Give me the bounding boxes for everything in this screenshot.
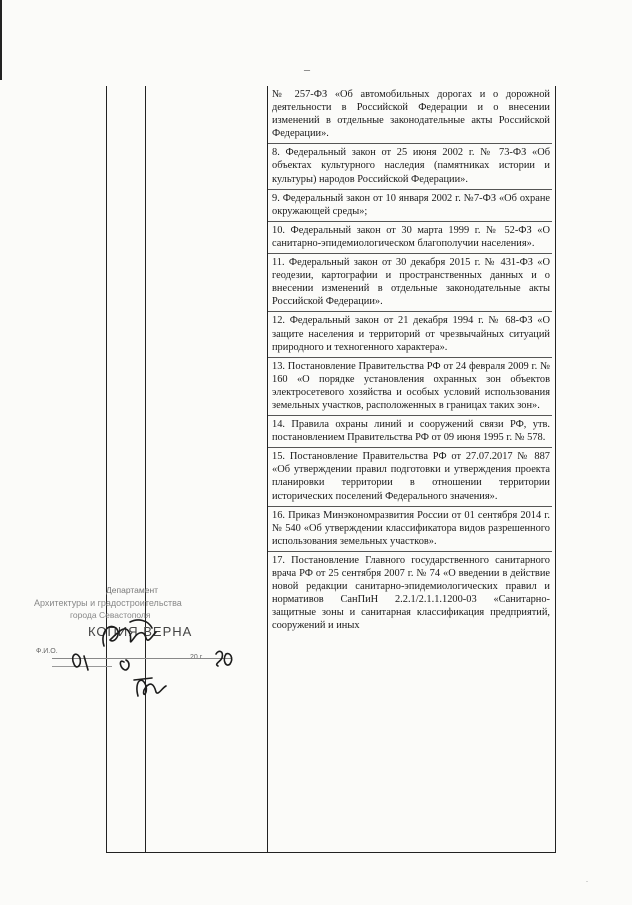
stamp-copy-verified: КОПИЯ ВЕРНА: [88, 624, 193, 639]
list-item: 9. Федеральный закон от 10 января 2002 г. №7-ФЗ «Об охране окружающей среды»;: [268, 190, 552, 222]
list-item: 8. Федеральный закон от 25 июня 2002 г. № 73-ФЗ «Об объектах культурного наследия (памятниках истории и культуры) народов Российской Федерации».: [268, 144, 552, 189]
column-divider: [145, 86, 146, 852]
list-item: 17. Постановление Главного государственного санитарного врача РФ от 25 сентября 2007 г. № 74 «О введении в действие новой редакции санитарно-эпидемиологических правил и нормативов СанПиН 2.2.1/2.1.1.1200-03 «Санитарно-защитные зоны и санитарная классификация предприятий, сооружений и иных: [272, 554, 550, 632]
list-item: 11. Федеральный закон от 30 декабря 2015 г. № 431-ФЗ «О геодезии, картографии и пространственных данных и о внесении изменений в отдельные законодательные акты Российской Федерации».: [268, 254, 552, 312]
list-item: 15. Постановление Правительства РФ от 27.07.2017 № 887 «Об утверждении правил подготовки и утверждения проекта планировки территории в отношении территории исторических поселений Федерального значения».: [268, 448, 552, 506]
page-dot-mark: .: [586, 875, 588, 884]
signature-icon: [34, 578, 254, 708]
list-item: 14. Правила охраны линий и сооружений связи РФ, утв. постановлением Правительства РФ от 09 июня 1995 г. № 578.: [268, 416, 552, 448]
list-item: 13. Постановление Правительства РФ от 24 февраля 2009 г. № 160 «О порядке установления охранных зон объектов электросетевого хозяйства и особых условий использования земельных участков, расположенных в границах таких зон».: [268, 358, 552, 416]
stamp-department-name: Архитектуры и градостроительства: [34, 598, 182, 608]
law-list: [268, 86, 552, 635]
stamp-fio-label: Ф.И.О.: [36, 648, 58, 655]
page-mark: –: [304, 62, 310, 76]
list-item: № 257-ФЗ «Об автомобильных дорогах и о дорожной деятельности в Российской Федерации и о внесении изменений в отдельные законодательные акты Российской Федерации».: [268, 86, 552, 144]
list-item: 12. Федеральный закон от 21 декабря 1994 г. № 68-ФЗ «О защите населения и территорий от чрезвычайных ситуаций природного и техногенного характера».: [268, 312, 552, 357]
stamp-department: Департамент: [106, 585, 159, 595]
stamp-city: города Севастополя: [70, 610, 151, 620]
left-edge-mark: [0, 0, 2, 80]
list-item: 16. Приказ Минэкономразвития России от 01 сентября 2014 г. № 540 «Об утверждении классификатора видов разрешенного использования земельных участков».: [268, 507, 552, 552]
certification-stamp: [34, 578, 254, 708]
list-item: 10. Федеральный закон от 30 марта 1999 г. № 52-ФЗ «О санитарно-эпидемиологическом благополучии населения».: [268, 222, 552, 254]
